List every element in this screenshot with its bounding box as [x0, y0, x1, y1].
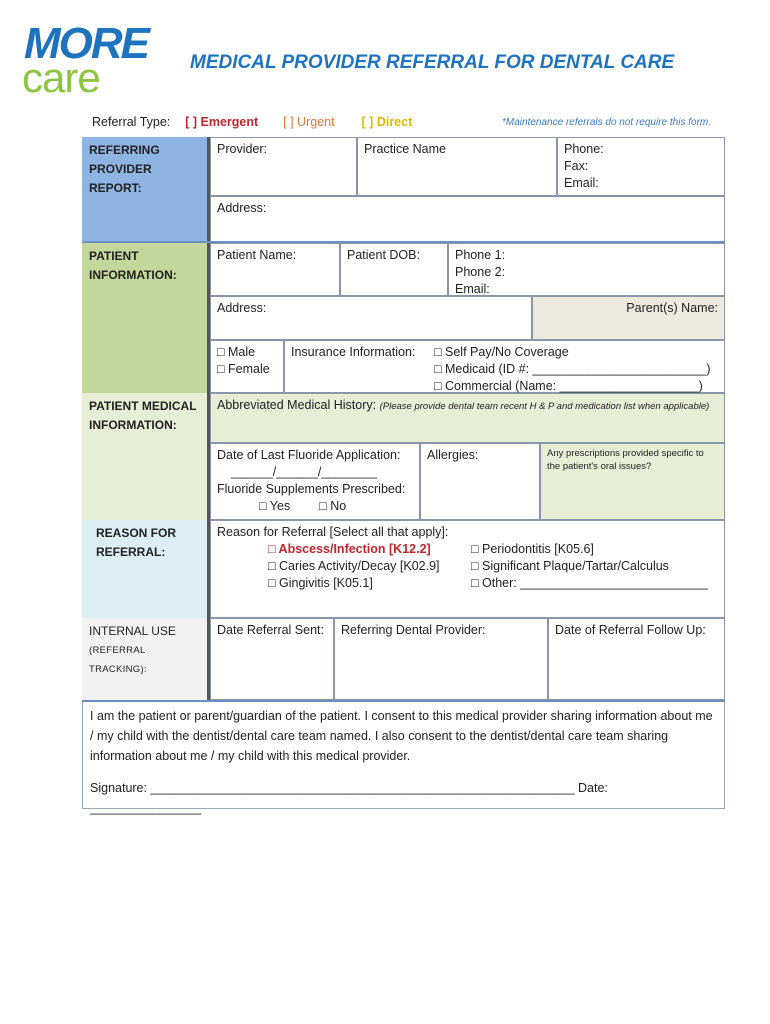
internal-side-subtext: (REFERRAL TRACKING):: [89, 645, 147, 675]
patient-address-field[interactable]: [210, 296, 532, 340]
logo-care-text: care: [22, 54, 100, 101]
internal-side-label: [82, 618, 210, 700]
other-checkbox[interactable]: □ Other: ___________________________: [471, 576, 708, 590]
dental-provider-label: Referring Dental Provider:: [341, 623, 486, 637]
self-pay-checkbox[interactable]: □ Self Pay/No Coverage: [434, 345, 569, 359]
medical-history-field[interactable]: [210, 393, 725, 443]
referral-type-row: [92, 115, 412, 129]
medicaid-checkbox[interactable]: □ Medicaid (ID #: _________________________): [434, 362, 711, 376]
page-title: MEDICAL PROVIDER REFERRAL FOR DENTAL CARE: [190, 52, 675, 73]
reason-side-label: [82, 520, 210, 618]
internal-side-text: INTERNAL USE: [89, 624, 176, 638]
dental-provider-field[interactable]: [334, 618, 548, 700]
insurance-field: [284, 340, 725, 393]
gender-field: [210, 340, 284, 393]
follow-up-label: Date of Referral Follow Up:: [555, 623, 706, 637]
patient-phone1-label: Phone 1:: [455, 248, 506, 262]
medical-side-label: [82, 393, 210, 520]
logo-more-text: MORE: [24, 19, 148, 68]
urgent-checkbox[interactable]: [ ] Urgent: [283, 115, 335, 129]
patient-dob-label: Patient DOB:: [347, 248, 420, 262]
supplements-no-checkbox[interactable]: □ No: [319, 499, 347, 513]
provider-contact-field[interactable]: [557, 137, 725, 196]
referring-side-label: [82, 137, 210, 242]
maintenance-note: [502, 117, 711, 128]
fluoride-field[interactable]: [210, 443, 420, 520]
female-checkbox[interactable]: □ Female: [217, 362, 270, 376]
caries-checkbox[interactable]: □ Caries Activity/Decay [K02.9]: [268, 559, 440, 573]
fluoride-label: Date of Last Fluoride Application:: [217, 448, 401, 462]
maintenance-note-star: *: [502, 117, 506, 128]
reason-field: [210, 520, 725, 618]
reason-side-text: REASON FOR REFERRAL:: [96, 526, 177, 559]
reason-heading: Reason for Referral [Select all that apply]:: [217, 525, 449, 539]
patient-side-label: [82, 243, 210, 393]
referral-type-label: Referral Type:: [92, 115, 171, 129]
patient-name-label: Patient Name:: [217, 248, 297, 262]
follow-up-field[interactable]: [548, 618, 725, 700]
commercial-checkbox[interactable]: □ Commercial (Name: ____________________): [434, 379, 703, 393]
allergies-label: Allergies:: [427, 448, 479, 462]
fluoride-date-blank: ______/______/________: [231, 465, 377, 479]
periodontitis-checkbox[interactable]: □ Periodontitis [K05.6]: [471, 542, 594, 556]
consent-text: I am the patient or parent/guardian of the patient. I consent to this medical provider sharing information about me / my child with the dentist/dental care team named. I also consent to the dentist/dental care team sharing information about me / my child with this medical provider.: [90, 709, 713, 763]
patient-address-label: Address:: [217, 301, 267, 315]
male-checkbox[interactable]: □ Male: [217, 345, 256, 359]
plaque-checkbox[interactable]: □ Significant Plaque/Tartar/Calculus: [471, 559, 669, 573]
provider-fax-label: Fax:: [564, 159, 589, 173]
patient-dob-field[interactable]: [340, 243, 448, 296]
maintenance-note-text: Maintenance referrals do not require this form.: [505, 117, 712, 128]
allergies-field[interactable]: [420, 443, 540, 520]
emergent-checkbox[interactable]: [ ] Emergent: [185, 115, 259, 129]
gingivitis-checkbox[interactable]: □ Gingivitis [K05.1]: [268, 576, 373, 590]
supplements-yes-checkbox[interactable]: □ Yes: [259, 499, 291, 513]
medical-history-label: Abbreviated Medical History:: [217, 398, 377, 412]
provider-email-label: Email:: [564, 176, 599, 190]
direct-checkbox[interactable]: [ ] Direct: [361, 115, 413, 129]
provider-label: Provider:: [217, 142, 268, 156]
practice-name-field[interactable]: [357, 137, 557, 196]
consent-section: [82, 700, 725, 815]
prescriptions-label: Any prescriptions provided specific to the patient's oral issues?: [547, 448, 704, 472]
parents-name-label: Parent(s) Name:: [626, 301, 718, 315]
date-sent-label: Date Referral Sent:: [217, 623, 324, 637]
provider-address-label: Address:: [217, 201, 267, 215]
patient-name-field[interactable]: [210, 243, 340, 296]
provider-address-field[interactable]: [210, 196, 725, 242]
abscess-checkbox[interactable]: □ Abscess/Infection [K12.2]: [268, 542, 431, 556]
provider-phone-label: Phone:: [564, 142, 604, 156]
parents-name-field[interactable]: [532, 296, 725, 340]
provider-field[interactable]: [210, 137, 357, 196]
patient-side-text: PATIENT INFORMATION:: [89, 249, 177, 282]
medical-history-note: (Please provide dental team recent H & P and medication list when applicable): [379, 401, 710, 412]
referring-side-text: REFERRING PROVIDER REPORT:: [89, 143, 160, 195]
insurance-label: Insurance Information:: [291, 345, 416, 359]
prescriptions-field[interactable]: [540, 443, 725, 520]
patient-email-label: Email:: [455, 282, 490, 296]
date-sent-field[interactable]: [210, 618, 334, 700]
patient-contact-field[interactable]: [448, 243, 725, 296]
signature-line[interactable]: Signature: _____________________________________________________________ Date: ________________: [90, 781, 608, 815]
practice-name-label: Practice Name: [364, 142, 446, 156]
patient-phone2-label: Phone 2:: [455, 265, 506, 279]
medical-side-text: PATIENT MEDICAL INFORMATION:: [89, 399, 197, 432]
supplements-label: Fluoride Supplements Prescribed:: [217, 482, 406, 496]
